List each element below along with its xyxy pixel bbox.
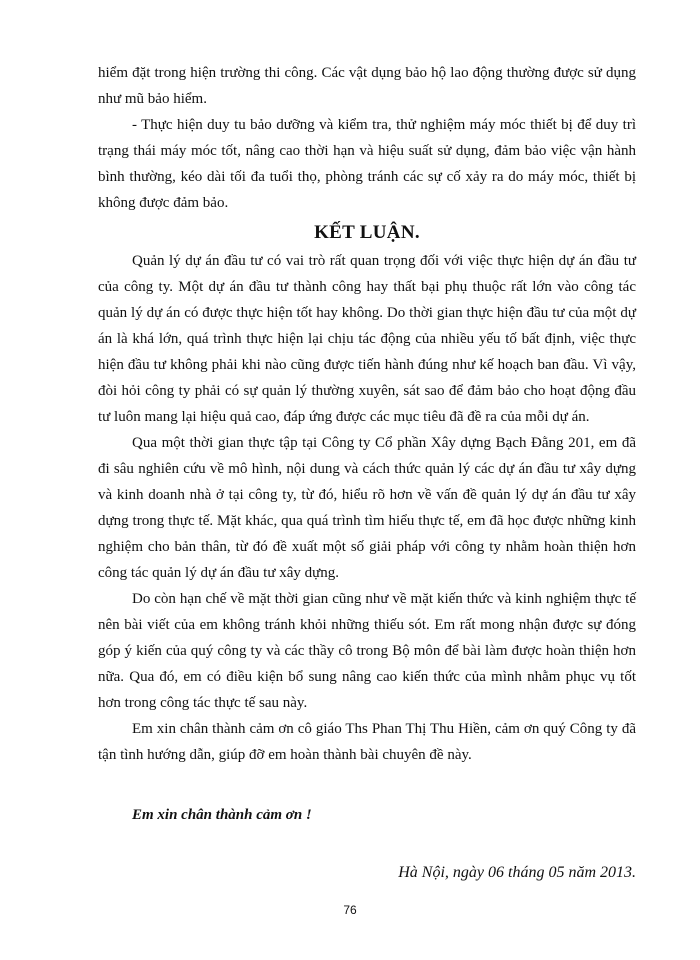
page-number: 76 [343,903,357,917]
document-page [98,60,636,886]
conclusion-paragraph-3: Do còn hạn chế về mặt thời gian cũng như về mặt kiến thức và kinh nghiệm thực tế nên bài viết của em không tránh khỏi những thiếu sót. Em rất mong nhận được sự đóng góp ý kiến của quý công ty và các thầy cô trong Bộ môn để bài làm được hoàn thiện hơn nữa. Qua đó, em có điều kiện bổ sung nâng cao kiến thức của mình nhằm phục vụ tốt hơn trong công tác thực tế sau này. [98,591,636,711]
date-line: Hà Nội, ngày 06 tháng 05 năm 2013. [398,864,636,881]
thanks-line: Em xin chân thành cảm ơn ! [132,807,312,823]
intro-paragraph: hiểm đặt trong hiện trường thi công. Các vật dụng bảo hộ lao động thường được sử dụng như mũ bảo hiểm. [98,65,636,107]
conclusion-paragraph-2: Qua một thời gian thực tập tại Công ty Cổ phần Xây dựng Bạch Đằng 201, em đã đi sâu nghiên cứu về mô hình, nội dung và cách thức quản lý các dự án đầu tư xây dựng và kinh doanh nhà ở tại công ty, từ đó, hiểu rõ hơn về vấn đề quản lý dự án đầu tư xây dựng trong thực tế. Mặt khác, qua quá trình tìm hiểu thực tế, em đã học được những kinh nghiệm cho bản thân, từ đó đề xuất một số giải pháp với công ty nhằm hoàn thiện hơn công tác quản lý dự án đầu tư xây dựng. [98,435,636,581]
section-heading: KẾT LUẬN. [314,222,420,243]
conclusion-paragraph-1: Quản lý dự án đầu tư có vai trò rất quan trọng đối với việc thực hiện dự án đầu tư của công ty. Một dự án đầu tư thành công hay thất bại phụ thuộc rất lớn vào công tác quản lý dự án có được thực hiện tốt hay không. Do thời gian thực hiện đầu tư của một dự án là khá lớn, quá trình thực hiện lại chịu tác động của nhiều yếu tố bất định, việc thực hiện đầu tư không phải khi nào cũng được tiến hành đúng như kế hoạch ban đầu. Vì vậy, đòi hỏi công ty phải có sự quản lý thường xuyên, sát sao để đảm bảo cho hoạt động đầu tư luôn mang lại hiệu quả cao, đáp ứng được các mục tiêu đã đề ra của mỗi dự án. [98,253,636,425]
conclusion-paragraph-4: Em xin chân thành cảm ơn cô giáo Ths Phan Thị Thu Hiền, cảm ơn quý Công ty đã tận tình hướng dẫn, giúp đỡ em hoàn thành bài chuyên đề này. [98,721,636,763]
bullet-paragraph: - Thực hiện duy tu bảo dưỡng và kiểm tra, thử nghiệm máy móc thiết bị để duy trì trạng thái máy móc tốt, nâng cao thời hạn và hiệu suất sử dụng, đảm bảo việc vận hành bình thường, kéo dài tối đa tuổi thọ, phòng tránh các sự cố xảy ra do máy móc, thiết bị không được đảm bảo. [98,117,636,211]
